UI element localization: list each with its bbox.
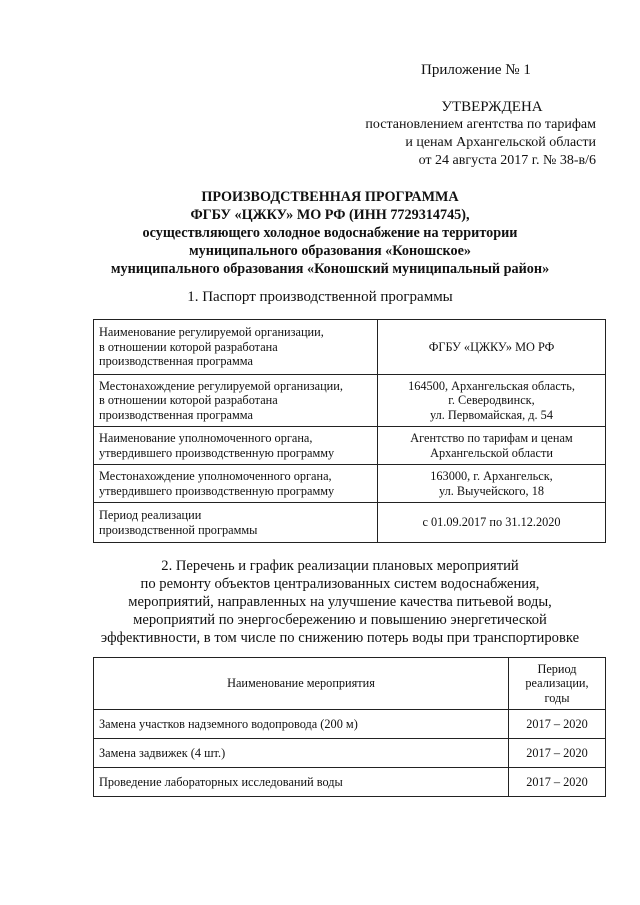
table-row bbox=[94, 320, 606, 375]
heading-line: по ремонту объектов централизованных систем водоснабжения, bbox=[140, 576, 540, 592]
cell-line: 164500, Архангельская область, bbox=[408, 378, 575, 393]
cell-line: с 01.09.2017 по 31.12.2020 bbox=[422, 515, 561, 530]
measure-period: 2017 – 2020 bbox=[509, 768, 606, 797]
column-header-name: Наименование мероприятия bbox=[94, 658, 509, 710]
passport-value bbox=[378, 320, 606, 375]
table-row bbox=[94, 465, 606, 503]
passport-label bbox=[94, 320, 378, 375]
cell-line: реализации, bbox=[525, 676, 589, 691]
approval-heading: УТВЕРЖДЕНА bbox=[441, 99, 543, 115]
cell-line: ФГБУ «ЦЖКУ» МО РФ bbox=[428, 339, 555, 354]
approval-line: постановлением агентства по тарифам bbox=[365, 117, 596, 132]
measure-name: Замена задвижек (4 шт.) bbox=[94, 739, 509, 768]
title-line: ПРОИЗВОДСТВЕННАЯ ПРОГРАММА bbox=[201, 189, 459, 205]
title-line: муниципального образования «Коношское» bbox=[189, 243, 471, 259]
document-title bbox=[60, 188, 600, 278]
cell-line: утвердившего производственную программу bbox=[99, 445, 335, 460]
cell-line: годы bbox=[544, 690, 570, 705]
table-row bbox=[94, 710, 606, 739]
heading-line: мероприятий, направленных на улучшение качества питьевой воды, bbox=[128, 594, 552, 610]
cell-line: ул. Первомайская, д. 54 bbox=[430, 407, 553, 422]
cell-line: производственная программа bbox=[99, 354, 253, 369]
heading-line: мероприятий по энергосбережению и повышению энергетической bbox=[133, 612, 547, 628]
cell-line: Наименование регулируемой организации, bbox=[99, 325, 324, 340]
approval-line: от 24 августа 2017 г. № 38-в/6 bbox=[418, 153, 596, 168]
cell-line: производственная программа bbox=[99, 407, 253, 422]
table-row bbox=[94, 375, 606, 427]
table-header-row bbox=[94, 658, 606, 710]
passport-label bbox=[94, 375, 378, 427]
title-line: ФГБУ «ЦЖКУ» МО РФ (ИНН 7729314745), bbox=[190, 207, 470, 223]
cell-line: ул. Выучейского, 18 bbox=[438, 483, 544, 498]
passport-table bbox=[93, 319, 606, 543]
heading-line: эффективности, в том числе по снижению потерь воды при транспортировке bbox=[100, 630, 580, 646]
measure-name: Замена участков надземного водопровода (200 м) bbox=[94, 710, 509, 739]
passport-label bbox=[94, 465, 378, 503]
cell-line: Агентство по тарифам и ценам bbox=[410, 431, 573, 445]
passport-label bbox=[94, 503, 378, 543]
measure-period: 2017 – 2020 bbox=[509, 710, 606, 739]
cell-line: Местонахождение уполномоченного органа, bbox=[99, 469, 332, 483]
table-row bbox=[94, 427, 606, 465]
passport-value bbox=[378, 375, 606, 427]
table-row bbox=[94, 768, 606, 797]
cell-line: Период реализации bbox=[99, 508, 202, 522]
measure-period: 2017 – 2020 bbox=[509, 739, 606, 768]
cell-line: утвердившего производственную программу bbox=[99, 483, 335, 498]
table-row bbox=[94, 503, 606, 543]
cell-line: Архангельской области bbox=[430, 445, 553, 460]
passport-value bbox=[378, 465, 606, 503]
cell-line: г. Северодвинск, bbox=[448, 393, 535, 408]
cell-line: в отношении которой разработана bbox=[99, 339, 278, 354]
measure-name: Проведение лабораторных исследований воды bbox=[94, 768, 509, 797]
heading-line: 2. Перечень и график реализации плановых мероприятий bbox=[161, 558, 519, 574]
column-header-period bbox=[509, 658, 606, 710]
appendix-label: Приложение № 1 bbox=[421, 62, 531, 78]
table-row bbox=[94, 739, 606, 768]
passport-label bbox=[94, 427, 378, 465]
cell-line: Наименование уполномоченного органа, bbox=[99, 431, 313, 445]
approval-block bbox=[336, 98, 596, 170]
section1-heading: 1. Паспорт производственной программы bbox=[187, 289, 453, 305]
approval-line: и ценам Архангельской области bbox=[405, 135, 596, 150]
passport-value bbox=[378, 427, 606, 465]
measures-table bbox=[93, 657, 606, 797]
passport-value bbox=[378, 503, 606, 543]
cell-line: 163000, г. Архангельск, bbox=[430, 469, 553, 483]
cell-line: Местонахождение регулируемой организации, bbox=[99, 378, 343, 393]
cell-line: производственной программы bbox=[99, 522, 258, 537]
cell-line: Период bbox=[537, 661, 577, 676]
title-line: муниципального образования «Коношский муниципальный район» bbox=[110, 261, 550, 277]
title-line: осуществляющего холодное водоснабжение на территории bbox=[142, 225, 518, 241]
section2-heading bbox=[80, 557, 600, 647]
cell-line: в отношении которой разработана bbox=[99, 393, 278, 408]
